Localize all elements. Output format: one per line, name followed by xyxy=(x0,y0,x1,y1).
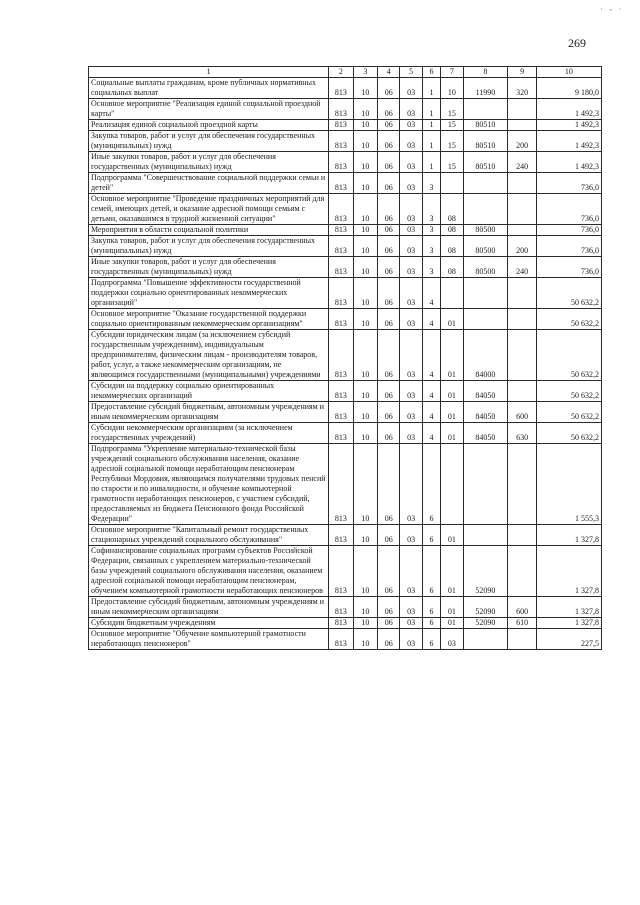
code-section: 10 xyxy=(353,278,377,309)
code-subprogram: 4 xyxy=(422,330,440,381)
code-subsection: 06 xyxy=(378,78,400,99)
code-subprogram: 3 xyxy=(422,173,440,194)
table-row xyxy=(89,597,602,618)
code-program: 03 xyxy=(400,618,422,629)
table-row xyxy=(89,330,602,381)
code-subprogram: 3 xyxy=(422,225,440,236)
column-header: 2 xyxy=(329,67,353,78)
code-subprogram: 4 xyxy=(422,381,440,402)
code-event: 01 xyxy=(441,525,463,546)
code-expense-type xyxy=(508,120,537,131)
code-direction: 84050 xyxy=(463,402,508,423)
table-row xyxy=(89,131,602,152)
code-section: 10 xyxy=(353,525,377,546)
amount: 736,0 xyxy=(536,225,601,236)
table-row xyxy=(89,78,602,99)
code-subprogram: 3 xyxy=(422,194,440,225)
amount: 50 632,2 xyxy=(536,381,601,402)
code-event: 03 xyxy=(441,629,463,650)
code-ministry: 813 xyxy=(329,546,353,597)
code-subprogram: 6 xyxy=(422,546,440,597)
code-ministry: 813 xyxy=(329,99,353,120)
row-name: Мероприятия в области социальной политики xyxy=(89,225,329,236)
code-subsection: 06 xyxy=(378,423,400,444)
amount: 1 327,8 xyxy=(536,597,601,618)
code-event xyxy=(441,173,463,194)
page-number: 269 xyxy=(568,36,586,50)
amount: 736,0 xyxy=(536,173,601,194)
code-section: 10 xyxy=(353,173,377,194)
code-event: 15 xyxy=(441,99,463,120)
row-name: Подпрограмма "Повышение эффективности государственной поддержки социально ориентированных некоммерческих организаций" xyxy=(89,278,329,309)
code-section: 10 xyxy=(353,131,377,152)
code-program: 03 xyxy=(400,78,422,99)
column-header: 8 xyxy=(463,67,508,78)
code-event: 01 xyxy=(441,546,463,597)
code-direction xyxy=(463,173,508,194)
code-program: 03 xyxy=(400,597,422,618)
code-direction: 52090 xyxy=(463,546,508,597)
column-header: 10 xyxy=(536,67,601,78)
code-program: 03 xyxy=(400,330,422,381)
column-header: 5 xyxy=(400,67,422,78)
code-direction: 80510 xyxy=(463,120,508,131)
code-section: 10 xyxy=(353,120,377,131)
row-name: Субсидии некоммерческим организациям (за исключением государственных учреждений) xyxy=(89,423,329,444)
code-expense-type xyxy=(508,546,537,597)
table-row xyxy=(89,236,602,257)
code-section: 10 xyxy=(353,194,377,225)
amount: 9 180,0 xyxy=(536,78,601,99)
code-subprogram: 3 xyxy=(422,236,440,257)
code-event: 01 xyxy=(441,381,463,402)
code-expense-type: 200 xyxy=(508,236,537,257)
code-event: 10 xyxy=(441,78,463,99)
code-subprogram: 6 xyxy=(422,597,440,618)
corner-marks: · - · xyxy=(600,4,624,14)
code-program: 03 xyxy=(400,546,422,597)
column-header: 4 xyxy=(378,67,400,78)
code-expense-type xyxy=(508,225,537,236)
code-section: 10 xyxy=(353,402,377,423)
code-direction: 80500 xyxy=(463,257,508,278)
table-row xyxy=(89,618,602,629)
code-direction: 80500 xyxy=(463,225,508,236)
code-section: 10 xyxy=(353,330,377,381)
code-program: 03 xyxy=(400,309,422,330)
code-direction: 52090 xyxy=(463,618,508,629)
table-row xyxy=(89,381,602,402)
code-section: 10 xyxy=(353,444,377,525)
code-subsection: 06 xyxy=(378,525,400,546)
amount: 736,0 xyxy=(536,257,601,278)
code-ministry: 813 xyxy=(329,131,353,152)
row-name: Реализация единой социальной проездной карты xyxy=(89,120,329,131)
table-row xyxy=(89,423,602,444)
code-event: 15 xyxy=(441,152,463,173)
code-section: 10 xyxy=(353,152,377,173)
code-subsection: 06 xyxy=(378,381,400,402)
code-ministry: 813 xyxy=(329,629,353,650)
code-ministry: 813 xyxy=(329,525,353,546)
table-row xyxy=(89,629,602,650)
code-ministry: 813 xyxy=(329,236,353,257)
code-ministry: 813 xyxy=(329,194,353,225)
code-program: 03 xyxy=(400,444,422,525)
table-row xyxy=(89,402,602,423)
code-program: 03 xyxy=(400,173,422,194)
amount: 736,0 xyxy=(536,194,601,225)
code-section: 10 xyxy=(353,225,377,236)
code-event: 15 xyxy=(441,131,463,152)
column-header: 6 xyxy=(422,67,440,78)
code-event: 08 xyxy=(441,257,463,278)
row-name: Подпрограмма "Укрепление материально-технической базы учреждений социального обслуживания населения, оказание адресной социальной помощи неработающим пенсионерам Республики Мордовия, являющимся получателями трудовых пенсий по старости и по инвалидности, и обучение компьютерной грамотности неработающих пенсионеров, с участием субсидий, предоставляемых из бюджета Пенсионного фонда Российской Федерации" xyxy=(89,444,329,525)
code-ministry: 813 xyxy=(329,225,353,236)
code-direction: 52090 xyxy=(463,597,508,618)
code-event: 01 xyxy=(441,330,463,381)
code-program: 03 xyxy=(400,402,422,423)
code-ministry: 813 xyxy=(329,381,353,402)
code-program: 03 xyxy=(400,99,422,120)
code-expense-type xyxy=(508,99,537,120)
code-event: 01 xyxy=(441,309,463,330)
code-subsection: 06 xyxy=(378,120,400,131)
code-subsection: 06 xyxy=(378,225,400,236)
code-event: 08 xyxy=(441,225,463,236)
code-expense-type xyxy=(508,525,537,546)
code-ministry: 813 xyxy=(329,597,353,618)
code-direction: 80510 xyxy=(463,131,508,152)
code-expense-type: 240 xyxy=(508,257,537,278)
code-ministry: 813 xyxy=(329,257,353,278)
code-subsection: 06 xyxy=(378,173,400,194)
code-direction xyxy=(463,99,508,120)
row-name: Основное мероприятие "Оказание государственной поддержки социально ориентированным некоммерческим организациям" xyxy=(89,309,329,330)
code-subsection: 06 xyxy=(378,330,400,381)
table-row xyxy=(89,444,602,525)
amount: 1 327,8 xyxy=(536,546,601,597)
code-section: 10 xyxy=(353,257,377,278)
amount: 50 632,2 xyxy=(536,330,601,381)
row-name: Основное мероприятие "Капитальный ремонт государственных стационарных учреждений социального обслуживания" xyxy=(89,525,329,546)
table-row xyxy=(89,278,602,309)
code-expense-type xyxy=(508,173,537,194)
amount: 50 632,2 xyxy=(536,402,601,423)
amount: 1 492,3 xyxy=(536,131,601,152)
code-ministry: 813 xyxy=(329,402,353,423)
header-row xyxy=(89,67,602,78)
table-body xyxy=(89,78,602,650)
code-subprogram: 4 xyxy=(422,402,440,423)
table-row xyxy=(89,194,602,225)
table-row xyxy=(89,99,602,120)
row-name: Иные закупки товаров, работ и услуг для обеспечения государственных (муниципальных) нужд xyxy=(89,152,329,173)
code-section: 10 xyxy=(353,309,377,330)
code-program: 03 xyxy=(400,525,422,546)
code-ministry: 813 xyxy=(329,423,353,444)
table-row xyxy=(89,257,602,278)
amount: 1 492,3 xyxy=(536,120,601,131)
amount: 1 492,3 xyxy=(536,99,601,120)
amount: 1 327,8 xyxy=(536,525,601,546)
amount: 227,5 xyxy=(536,629,601,650)
code-subprogram: 4 xyxy=(422,423,440,444)
row-name: Субсидии на поддержку социально ориентированных некоммерческих организаций xyxy=(89,381,329,402)
code-subprogram: 1 xyxy=(422,99,440,120)
code-expense-type xyxy=(508,330,537,381)
amount: 736,0 xyxy=(536,236,601,257)
code-subprogram: 6 xyxy=(422,629,440,650)
amount: 50 632,2 xyxy=(536,309,601,330)
code-subsection: 06 xyxy=(378,402,400,423)
table-row xyxy=(89,120,602,131)
column-header: 1 xyxy=(89,67,329,78)
code-event: 08 xyxy=(441,236,463,257)
code-section: 10 xyxy=(353,546,377,597)
code-event: 15 xyxy=(441,120,463,131)
budget-table xyxy=(88,66,602,650)
code-expense-type: 600 xyxy=(508,597,537,618)
code-ministry: 813 xyxy=(329,618,353,629)
code-section: 10 xyxy=(353,597,377,618)
code-section: 10 xyxy=(353,236,377,257)
code-section: 10 xyxy=(353,381,377,402)
row-name: Предоставление субсидий бюджетным, автономным учреждениям и иным некоммерческим организациям xyxy=(89,402,329,423)
code-subprogram: 1 xyxy=(422,131,440,152)
code-expense-type xyxy=(508,309,537,330)
column-header: 9 xyxy=(508,67,537,78)
code-subprogram: 1 xyxy=(422,78,440,99)
code-program: 03 xyxy=(400,194,422,225)
code-subsection: 06 xyxy=(378,444,400,525)
code-subsection: 06 xyxy=(378,152,400,173)
code-program: 03 xyxy=(400,120,422,131)
code-subsection: 06 xyxy=(378,546,400,597)
table-row xyxy=(89,546,602,597)
table-row xyxy=(89,152,602,173)
code-subsection: 06 xyxy=(378,236,400,257)
code-ministry: 813 xyxy=(329,309,353,330)
code-subprogram: 6 xyxy=(422,444,440,525)
code-expense-type xyxy=(508,194,537,225)
code-subprogram: 1 xyxy=(422,120,440,131)
code-direction xyxy=(463,444,508,525)
amount: 1 492,3 xyxy=(536,152,601,173)
code-ministry: 813 xyxy=(329,173,353,194)
code-program: 03 xyxy=(400,257,422,278)
code-subsection: 06 xyxy=(378,257,400,278)
code-subsection: 06 xyxy=(378,629,400,650)
code-subprogram: 3 xyxy=(422,257,440,278)
code-ministry: 813 xyxy=(329,330,353,381)
code-expense-type: 320 xyxy=(508,78,537,99)
table-row xyxy=(89,225,602,236)
code-expense-type xyxy=(508,629,537,650)
code-direction xyxy=(463,194,508,225)
row-name: Основное мероприятие "Проведение праздничных мероприятий для семей, имеющих детей, и оказание адресной помощи семьям с детьми, оказавшимся в трудной жизненной ситуации" xyxy=(89,194,329,225)
amount: 1 555,3 xyxy=(536,444,601,525)
code-event: 01 xyxy=(441,402,463,423)
row-name: Подпрограмма "Совершенствование социальной поддержки семьи и детей" xyxy=(89,173,329,194)
table-row xyxy=(89,525,602,546)
code-section: 10 xyxy=(353,423,377,444)
code-subprogram: 6 xyxy=(422,525,440,546)
code-event: 01 xyxy=(441,423,463,444)
code-direction xyxy=(463,629,508,650)
amount: 50 632,2 xyxy=(536,278,601,309)
code-direction: 80500 xyxy=(463,236,508,257)
code-subprogram: 6 xyxy=(422,618,440,629)
code-section: 10 xyxy=(353,618,377,629)
code-direction: 80510 xyxy=(463,152,508,173)
column-header: 3 xyxy=(353,67,377,78)
code-expense-type: 630 xyxy=(508,423,537,444)
code-program: 03 xyxy=(400,131,422,152)
code-direction: 84050 xyxy=(463,423,508,444)
code-program: 03 xyxy=(400,381,422,402)
row-name: Софинансирование социальных программ субъектов Российской Федерации, связанных с укреплением материально-технической базы учреждений социального обслуживания населения, оказанием адресной социальной помощи неработающим пенсионерам, обучением компьютерной грамотности неработающих пенсионеров xyxy=(89,546,329,597)
code-direction: 11990 xyxy=(463,78,508,99)
code-subprogram: 4 xyxy=(422,278,440,309)
table-row xyxy=(89,309,602,330)
code-subsection: 06 xyxy=(378,597,400,618)
code-ministry: 813 xyxy=(329,444,353,525)
code-expense-type: 600 xyxy=(508,402,537,423)
code-program: 03 xyxy=(400,629,422,650)
code-direction: 84000 xyxy=(463,330,508,381)
code-subsection: 06 xyxy=(378,618,400,629)
code-expense-type xyxy=(508,381,537,402)
code-ministry: 813 xyxy=(329,78,353,99)
code-event: 01 xyxy=(441,618,463,629)
row-name: Закупка товаров, работ и услуг для обеспечения государственных (муниципальных) нужд xyxy=(89,131,329,152)
row-name: Субсидии бюджетным учреждениям xyxy=(89,618,329,629)
code-event xyxy=(441,278,463,309)
code-ministry: 813 xyxy=(329,120,353,131)
code-program: 03 xyxy=(400,225,422,236)
row-name: Закупка товаров, работ и услуг для обеспечения государственных (муниципальных) нужд xyxy=(89,236,329,257)
code-section: 10 xyxy=(353,99,377,120)
code-subsection: 06 xyxy=(378,194,400,225)
code-direction xyxy=(463,309,508,330)
code-direction: 84050 xyxy=(463,381,508,402)
code-program: 03 xyxy=(400,278,422,309)
code-subprogram: 1 xyxy=(422,152,440,173)
code-event: 01 xyxy=(441,597,463,618)
code-section: 10 xyxy=(353,629,377,650)
code-subsection: 06 xyxy=(378,131,400,152)
code-program: 03 xyxy=(400,423,422,444)
code-expense-type: 240 xyxy=(508,152,537,173)
code-expense-type: 610 xyxy=(508,618,537,629)
row-name: Основное мероприятие "Реализация единой социальной проездной карты" xyxy=(89,99,329,120)
amount: 1 327,8 xyxy=(536,618,601,629)
code-program: 03 xyxy=(400,152,422,173)
code-expense-type xyxy=(508,444,537,525)
row-name: Предоставление субсидий бюджетным, автономным учреждениям и иным некоммерческим организациям xyxy=(89,597,329,618)
code-event: 08 xyxy=(441,194,463,225)
table-row xyxy=(89,173,602,194)
code-program: 03 xyxy=(400,236,422,257)
code-expense-type xyxy=(508,278,537,309)
code-ministry: 813 xyxy=(329,152,353,173)
row-name: Иные закупки товаров, работ и услуг для обеспечения государственных (муниципальных) нужд xyxy=(89,257,329,278)
row-name: Субсидии юридическим лицам (за исключением субсидий государственным учреждениям), индивидуальным предпринимателям, физическим лицам - производителям товаров, работ, услуг, а также некоммерческим организациям, не являющимся государственными (муниципальными) учреждениями xyxy=(89,330,329,381)
column-header: 7 xyxy=(441,67,463,78)
amount: 50 632,2 xyxy=(536,423,601,444)
code-subsection: 06 xyxy=(378,309,400,330)
row-name: Основное мероприятие "Обучение компьютерной грамотности неработающих пенсионеров" xyxy=(89,629,329,650)
row-name: Социальные выплаты гражданам, кроме публичных нормативных социальных выплат xyxy=(89,78,329,99)
code-direction xyxy=(463,525,508,546)
code-expense-type: 200 xyxy=(508,131,537,152)
code-ministry: 813 xyxy=(329,278,353,309)
code-direction xyxy=(463,278,508,309)
code-event xyxy=(441,444,463,525)
code-subprogram: 4 xyxy=(422,309,440,330)
code-subsection: 06 xyxy=(378,99,400,120)
code-section: 10 xyxy=(353,78,377,99)
code-subsection: 06 xyxy=(378,278,400,309)
